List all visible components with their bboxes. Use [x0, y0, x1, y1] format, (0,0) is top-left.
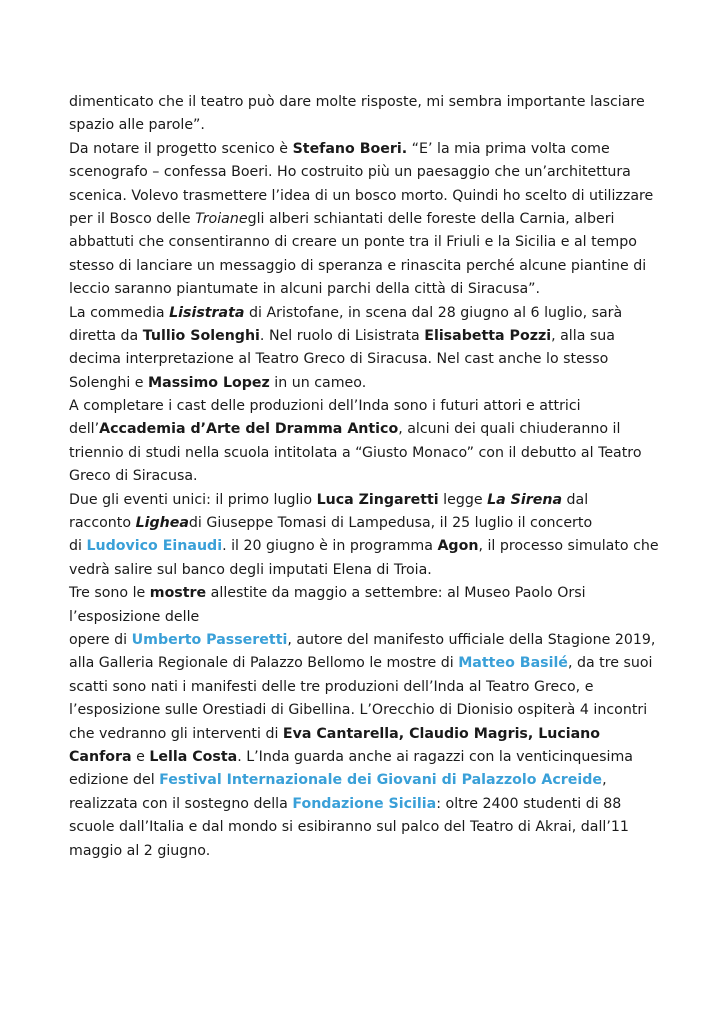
text: dal: [562, 491, 589, 508]
body-line: [69, 231, 669, 254]
body-line: [69, 699, 669, 722]
text: stesso di lanciare un messaggio di speranza e rinascita perché alcune piantine di: [69, 257, 647, 274]
person-name: Canfora: [69, 748, 132, 765]
body-line: [69, 489, 669, 512]
text: . Nel ruolo di Lisistrata: [259, 327, 425, 344]
body-line: [69, 255, 669, 278]
body-line: [69, 723, 669, 746]
text: Greco di Siracusa.: [69, 468, 198, 485]
body-line: [69, 348, 669, 371]
text: , alcuni dei quali chiuderanno il: [398, 421, 621, 438]
body-line: [69, 395, 669, 418]
text: che vedranno gli interventi di: [69, 725, 283, 742]
text: Due gli eventi unici: il primo luglio: [69, 491, 317, 508]
body-line: [69, 582, 669, 605]
text: l’esposizione delle: [69, 608, 200, 625]
text: dell’: [69, 421, 100, 438]
body-line: [69, 652, 669, 675]
body-line: [69, 442, 669, 465]
body-line: [69, 512, 669, 535]
text: di: [69, 538, 87, 555]
text: l’esposizione sulle Orestiadi di Gibellina. L’Orecchio di Dionisio ospiterà 4 incontri: [69, 702, 648, 719]
person-name: Elisabetta Pozzi: [424, 327, 552, 344]
text: di Giuseppe Tomasi di Lampedusa, il 25 luglio il concerto: [188, 515, 593, 532]
keyword: mostre: [149, 585, 207, 602]
body-line: [69, 418, 669, 441]
link-festival-giovani[interactable]: Festival Internazionale dei Giovani di Palazzolo Acreide: [159, 772, 603, 789]
person-name: Massimo Lopez: [148, 374, 270, 391]
text: . il 20 giugno è in programma: [222, 538, 438, 555]
body-line: [69, 793, 669, 816]
text: alla Galleria Regionale di Palazzo Bellomo le mostre di: [69, 655, 459, 672]
body-line: [69, 746, 669, 769]
body-line: [69, 465, 669, 488]
text: vedrà salire sul banco degli imputati Elena di Troia.: [69, 561, 432, 578]
text: “E’ la mia prima volta come: [407, 140, 610, 157]
person-names: Eva Cantarella, Claudio Magris, Luciano: [282, 725, 601, 742]
text: scuole dall’Italia e dal mondo si esibiranno sul palco del Teatro di Akrai, dall’11: [69, 819, 629, 836]
body-line: [69, 302, 669, 325]
event-name: Agon: [437, 538, 479, 555]
body-line: [69, 161, 669, 184]
body-line: [69, 676, 669, 699]
article-body: [69, 91, 669, 863]
text: maggio al 2 giugno.: [69, 842, 211, 859]
body-line: [69, 325, 669, 348]
text: , il processo simulato che: [478, 538, 659, 555]
person-name: Stefano Boeri.: [292, 140, 408, 157]
text: e: [131, 748, 150, 765]
body-line: [69, 606, 669, 629]
text: decima interpretazione al Teatro Greco di Siracusa. Nel cast anche lo stesso: [69, 351, 609, 368]
work-title: Lighea: [135, 515, 189, 532]
text: legge: [438, 491, 488, 508]
body-line: [69, 138, 669, 161]
person-name: Tullio Solenghi: [142, 327, 260, 344]
text: Da notare il progetto scenico è: [69, 140, 293, 157]
text: A completare i cast delle produzioni dell’Inda sono i futuri attori e attrici: [69, 398, 581, 415]
work-title: Lisistrata: [169, 304, 245, 321]
text: scenografo – confessa Boeri. Ho costruito più un paesaggio che un’architettura: [69, 164, 631, 181]
text: per il Bosco delle: [69, 210, 196, 227]
body-line: [69, 114, 669, 137]
text: leccio saranno piantumate in alcuni parchi della città di Siracusa”.: [69, 281, 541, 298]
institution-name: Accademia d’Arte del Dramma Antico: [99, 421, 399, 438]
person-name: Luca Zingaretti: [316, 491, 439, 508]
text: Solenghi e: [69, 374, 149, 391]
text: edizione del: [69, 772, 160, 789]
text: realizzata con il sostegno della: [69, 795, 293, 812]
work-title: Troiane: [195, 210, 248, 227]
body-line: [69, 840, 669, 863]
link-fondazione-sicilia[interactable]: Fondazione Sicilia: [292, 795, 437, 812]
text: racconto: [69, 515, 136, 532]
work-title: La Sirena: [487, 491, 563, 508]
body-line: [69, 629, 669, 652]
text: La commedia: [69, 304, 170, 321]
link-ludovico-einaudi[interactable]: Ludovico Einaudi: [86, 538, 223, 555]
body-line: [69, 769, 669, 792]
body-line: [69, 185, 669, 208]
text: allestite da maggio a settembre: al Museo Paolo Orsi: [206, 585, 586, 602]
text: , da tre suoi: [567, 655, 653, 672]
text: scenica. Volevo trasmettere l’idea di un bosco morto. Quindi ho scelto di utilizzare: [69, 187, 654, 204]
text: , alla sua: [551, 327, 615, 344]
text: scatti sono nati i manifesti delle tre produzioni dell’Inda al Teatro Greco, e: [69, 678, 594, 695]
body-line: [69, 535, 669, 558]
text: ,: [602, 772, 607, 789]
body-line: [69, 816, 669, 839]
person-name: Lella Costa: [149, 748, 238, 765]
text: abbattuti che consentiranno di creare un ponte tra il Friuli e la Sicilia e al tempo: [69, 234, 637, 251]
body-line: [69, 372, 669, 395]
link-matteo-basile[interactable]: Matteo Basilé: [458, 655, 568, 672]
text: diretta da: [69, 327, 143, 344]
text: di Aristofane, in scena dal 28 giugno al 6 luglio, sarà: [244, 304, 623, 321]
body-line: [69, 208, 669, 231]
text: , autore del manifesto ufficiale della Stagione 2019,: [287, 631, 656, 648]
text: triennio di studi nella scuola intitolata a “Giusto Monaco” con il debutto al Teatro: [69, 444, 642, 461]
body-line: [69, 559, 669, 582]
text: : oltre 2400 studenti di 88: [436, 795, 622, 812]
text: Tre sono le: [69, 585, 150, 602]
link-umberto-passeretti[interactable]: Umberto Passeretti: [131, 631, 288, 648]
body-line: [69, 91, 669, 114]
text: gli alberi schiantati delle foreste della Carnia, alberi: [247, 210, 615, 227]
text: spazio alle parole”.: [69, 117, 205, 134]
text: in un cameo.: [269, 374, 367, 391]
text: opere di: [69, 631, 132, 648]
text: . L’Inda guarda anche ai ragazzi con la venticinquesima: [237, 748, 633, 765]
body-line: [69, 278, 669, 301]
text: dimenticato che il teatro può dare molte risposte, mi sembra importante lasciare: [69, 94, 645, 110]
